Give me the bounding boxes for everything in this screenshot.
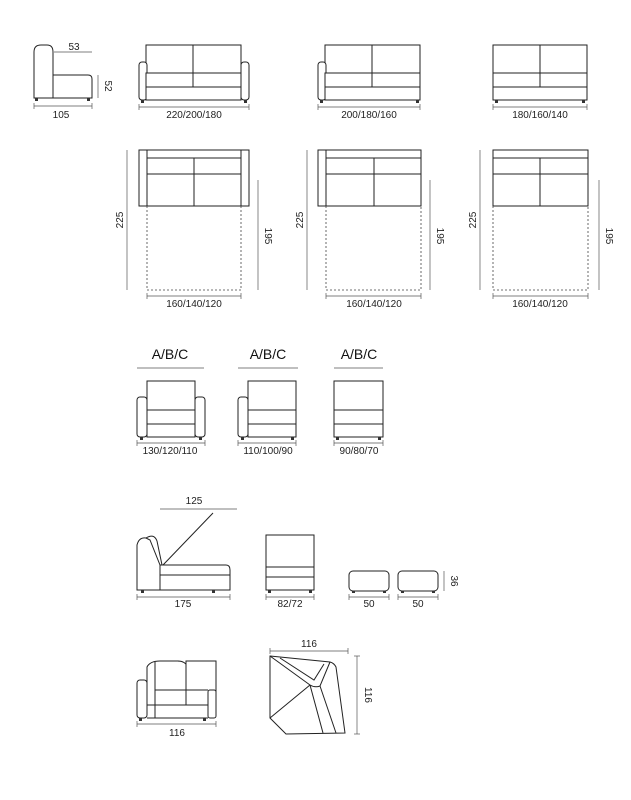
bed2-length-label: 225 [295, 211, 306, 229]
pouf-left-front-view [349, 571, 389, 610]
module-no-arms-label: 90/80/70 [339, 446, 379, 457]
armchair-side-view [34, 42, 113, 121]
pouf-right-front-view [398, 571, 459, 610]
seat-module-label: 82/72 [277, 599, 303, 610]
variant-label-1: A/B/C [151, 346, 189, 362]
corner-front-width-label: 116 [169, 728, 185, 739]
armchair-height-label: 52 [102, 80, 113, 92]
sofabed-one-arm-top-view [295, 150, 445, 310]
sofa-one-arm-front-view [318, 45, 420, 121]
chaise-length-label: 175 [174, 599, 192, 610]
armchair-depth-label: 53 [68, 42, 80, 53]
module-one-arm-label: 110/100/90 [243, 446, 293, 457]
bed3-mattress-label: 195 [603, 227, 614, 245]
pouf-height-label: 36 [448, 575, 459, 587]
bed2-width-label: 160/140/120 [346, 299, 402, 310]
sofabed-no-arms-top-view [468, 150, 614, 310]
chaise-longue-side-view [137, 496, 237, 610]
variant-label-3: A/B/C [340, 346, 378, 362]
corner-top-width-label: 116 [301, 639, 317, 650]
sofabed-two-arms-top-view [115, 150, 273, 310]
bed3-length-label: 225 [468, 211, 479, 229]
armchair-width-label: 105 [52, 110, 70, 121]
armchair-one-arm-front-view [238, 346, 298, 457]
bed1-mattress-label: 195 [262, 227, 273, 245]
module-two-arms-label: 130/120/110 [142, 446, 198, 457]
seat-module-front-view [266, 535, 314, 610]
pouf-right-width-label: 50 [412, 599, 424, 610]
sofa-two-arms-width-label: 220/200/180 [166, 110, 222, 121]
sofa-one-arm-width-label: 200/180/160 [341, 110, 397, 121]
sofa-two-arms-front-view [139, 45, 249, 121]
chaise-open-label: 125 [185, 496, 203, 507]
corner-top-depth-label: 116 [362, 687, 373, 703]
bed1-length-label: 225 [115, 211, 126, 229]
bed3-width-label: 160/140/120 [512, 299, 568, 310]
armchair-two-arms-front-view [137, 346, 205, 457]
sofa-no-arms-front-view [493, 45, 587, 121]
corner-module-front-view [137, 661, 216, 739]
corner-module-top-view [270, 639, 373, 734]
armless-module-front-view [334, 346, 383, 457]
bed2-mattress-label: 195 [434, 227, 445, 245]
bed1-width-label: 160/140/120 [166, 299, 222, 310]
pouf-left-width-label: 50 [363, 599, 375, 610]
sofa-no-arms-width-label: 180/160/140 [512, 110, 568, 121]
variant-label-2: A/B/C [249, 346, 287, 362]
